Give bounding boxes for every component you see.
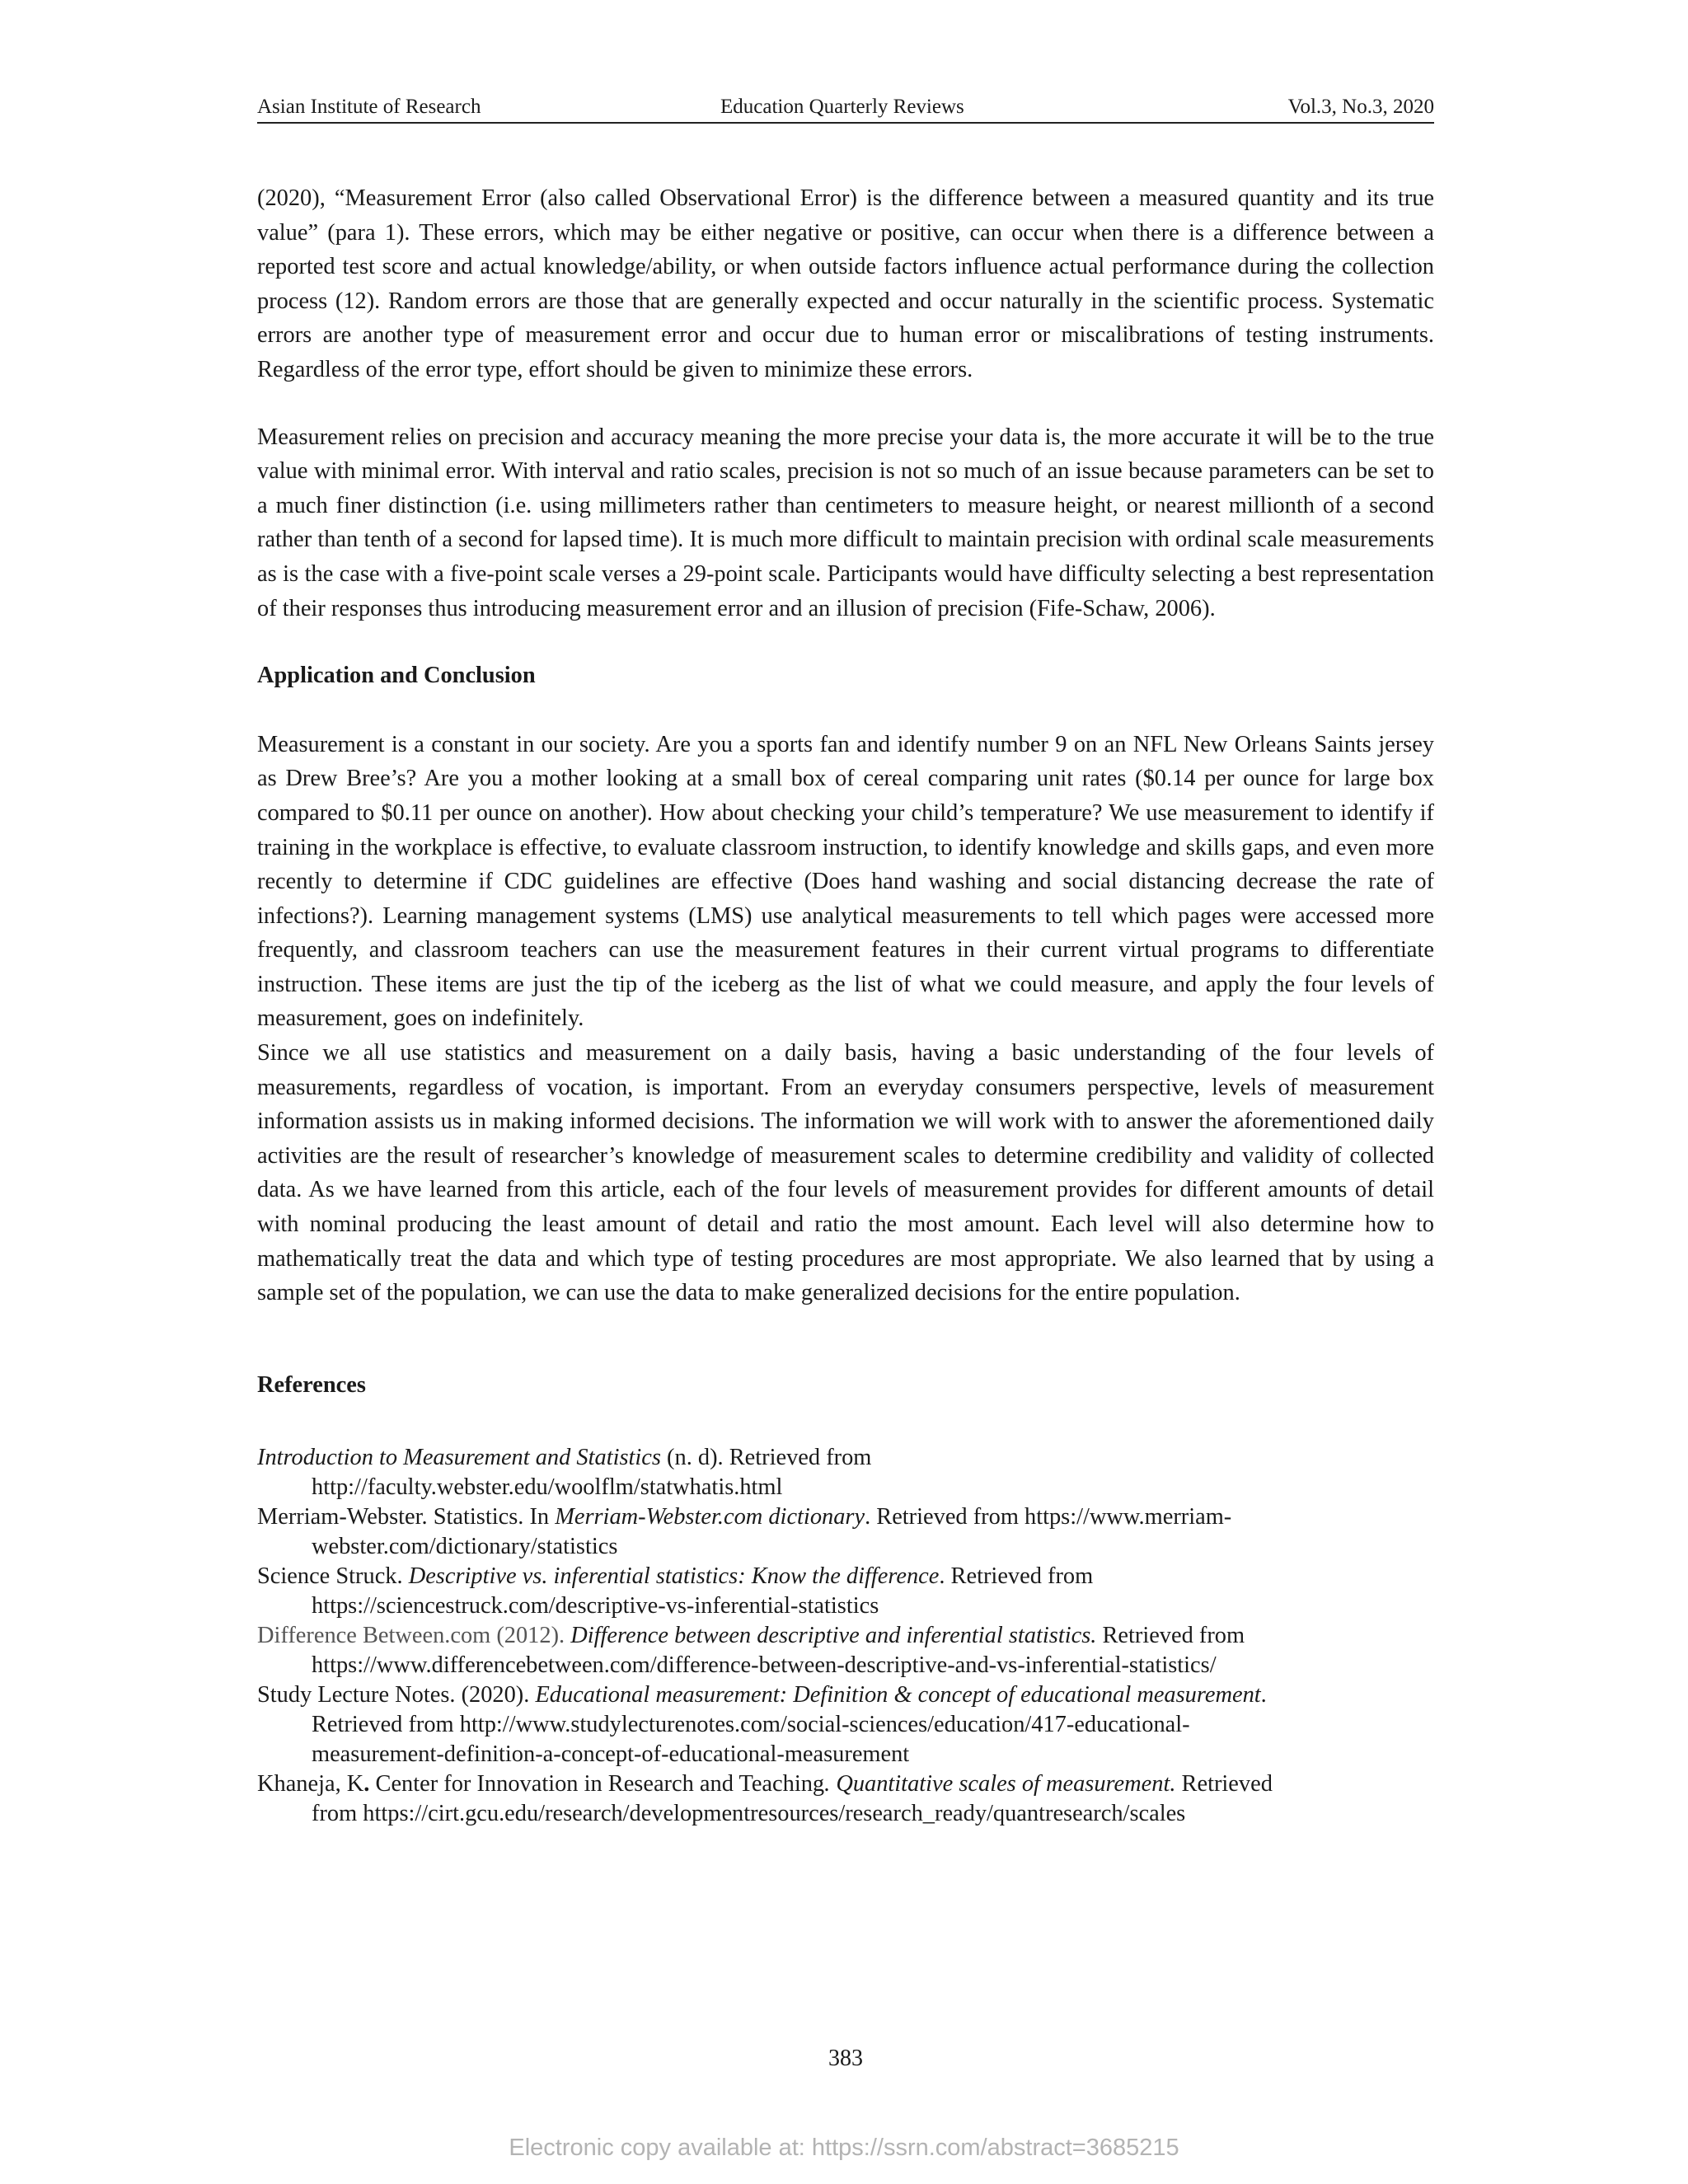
reference-item: Study Lecture Notes. (2020). Educational measurement: Definition & concept of educational measurement. Retrieved from http://www.studylecturenotes.com/social-sciences/education/417-educational- measurement-definition-a-concept-of-educational-measurement: [257, 1682, 1267, 1768]
paragraph-application: Measurement is a constant in our society. Are you a sports fan and identify number 9 on an NFL New Orleans Saints jersey as Drew Bree’s? Are you a mother looking at a small box of cereal comparing unit rates ($0.14 per ounce for large box compared to $0.11 per ounce on another). How about checking your child’s temperature? We use measurement to identify if training in the workplace is effective, to evaluate classroom instruction, to identify knowledge and skills gaps, and even more recently to determine if CDC guidelines are effective (Does hand washing and social distancing decrease the rate of infections?). Learning management systems (LMS) use analytical measurements to tell which pages were accessed more frequently, and classroom teachers can use the measurement features in their current virtual programs to differentiate instruction. These items are just the tip of the iceberg as the list of what we could measure, and apply the four levels of measurement, goes on indefinitely.: [257, 731, 1434, 1032]
header-volume: Vol.3, No.3, 2020: [1287, 96, 1434, 118]
section-heading-application: Application and Conclusion: [257, 663, 536, 689]
reference-title: Educational measurement: Definition & concept of educational measurement: [535, 1682, 1261, 1708]
article-body: [257, 181, 1434, 1829]
reference-title: . Quantitative scales of measurement.: [824, 1771, 1176, 1797]
reference-link[interactable]: https://www.differencebetween.com/difference-between-descriptive-and-vs-inferential-statistics/: [312, 1652, 1217, 1679]
reference-item: Introduction to Measurement and Statistics (n. d). Retrieved from http://faculty.webster.edu/woolflm/statwhatis.html: [257, 1445, 872, 1501]
page-number: 383: [828, 2046, 863, 2071]
reference-title: Descriptive vs. inferential statistics: Know the difference: [408, 1563, 940, 1590]
ssrn-watermark: Electronic copy available at: https://ssrn.com/abstract=3685215: [509, 2135, 1179, 2161]
running-header: [257, 92, 1434, 124]
reference-item: Merriam-Webster. Statistics. In Merriam-Webster.com dictionary. Retrieved from https://www.merriam- webster.com/dictionary/statistics: [257, 1504, 1232, 1560]
reference-link[interactable]: http://faculty.webster.edu/woolflm/statwhatis.html: [312, 1474, 783, 1501]
reference-link[interactable]: Retrieved from http://www.studylecturenotes.com/social-sciences/education/417-educational-: [312, 1712, 1190, 1738]
references-heading: References: [257, 1371, 366, 1398]
reference-title: Merriam-Webster.com dictionary: [555, 1504, 865, 1530]
reference-link[interactable]: from https://cirt.gcu.edu/research/developmentresources/research_ready/quantresearch/scales: [312, 1801, 1186, 1827]
reference-title: Introduction to Measurement and Statistics: [257, 1445, 661, 1471]
reference-link[interactable]: webster.com/dictionary/statistics: [312, 1534, 618, 1560]
reference-link[interactable]: measurement-definition-a-concept-of-educational-measurement: [312, 1741, 910, 1768]
reference-item: Science Struck. Descriptive vs. inferential statistics: Know the difference. Retrieved from https://sciencestruck.com/descriptive-vs-inferential-statistics: [257, 1563, 1094, 1619]
paragraph-conclusion: Since we all use statistics and measurement on a daily basis, having a basic understanding of the four levels of measurements, regardless of vocation, is important. From an everyday consumers perspective, levels of measurement information assists us in making informed decisions. The information we will work with to answer the aforementioned daily activities are the result of researcher’s knowledge of measurement scales to determine credibility and validity of collected data. As we have learned from this article, each of the four levels of measurement provides for different amounts of detail with nominal producing the least amount of detail and ratio the most amount. Each level will also determine how to mathematically treat the data and which type of testing procedures are most appropriate. We also learned that by using a sample set of the population, we can use the data to make generalized decisions for the entire population.: [257, 1040, 1434, 1306]
paragraph-measurement-error: (2020), “Measurement Error (also called Observational Error) is the difference between a measured quantity and its true value” (para 1). These errors, which may be either negative or positive, can occur when there is a difference between a reported test score and actual knowledge/ability, or when outside factors influence actual performance during the collection process (12). Random errors are those that are generally expected and occur naturally in the scientific process. Systematic errors are another type of measurement error and occur due to human error or miscalibrations of testing instruments. Regardless of the error type, effort should be given to minimize these errors.: [257, 185, 1434, 382]
paragraph-precision-accuracy: Measurement relies on precision and accuracy meaning the more precise your data is, the more accurate it will be to the true value with minimal error. With interval and ratio scales, precision is not so much of an issue because parameters can be set to a much finer distinction (i.e. using millimeters rather than centimeters to measure height, or nearest millionth of a second rather than tenth of a second for lapsed time). It is much more difficult to maintain precision with ordinal scale measurements as is the case with a five-point scale verses a 29-point scale. Participants would have difficulty selecting a best representation of their responses thus introducing measurement error and an illusion of precision (Fife-Schaw, 2006).: [257, 424, 1434, 621]
reference-title: Difference between descriptive and inferential statistics.: [570, 1623, 1097, 1649]
header-journal: Education Quarterly Reviews: [720, 96, 964, 118]
reference-list: [257, 1443, 1434, 1829]
reference-link[interactable]: https://sciencestruck.com/descriptive-vs-inferential-statistics: [312, 1593, 879, 1619]
reference-item: Khaneja, K. Center for Innovation in Research and Teaching. Quantitative scales of measurement. Retrieved from https://cirt.gcu.edu/research/developmentresources/research_ready/quantresearch/scales: [257, 1771, 1273, 1827]
header-publisher: Asian Institute of Research: [257, 96, 481, 118]
reference-item: Difference Between.com (2012). Difference between descriptive and inferential statistics. Retrieved from https://www.differencebetween.com/difference-between-descriptive-and-vs-inferential-statistics/: [257, 1623, 1245, 1679]
